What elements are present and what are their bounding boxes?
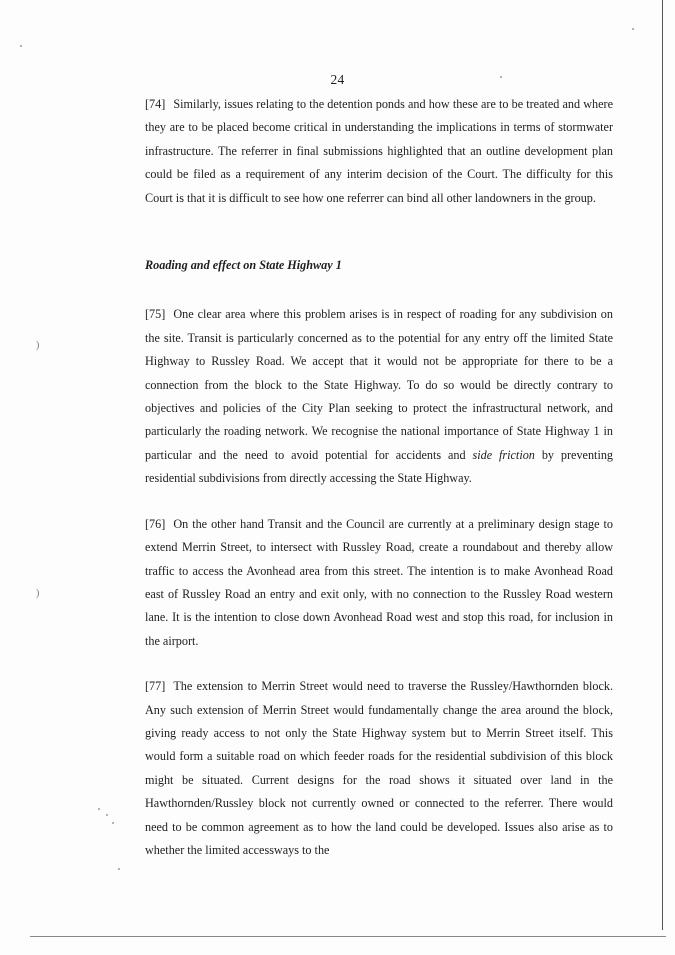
paragraph-75: [145, 303, 613, 490]
page-edge-bottom: [30, 936, 666, 937]
paragraph-76: [145, 513, 613, 653]
paragraph-number: [75]: [145, 307, 166, 322]
paragraph-number: [76]: [145, 516, 166, 531]
scan-speck: [112, 822, 114, 824]
scan-speck: [632, 28, 634, 30]
margin-mark: ): [36, 588, 40, 599]
page-edge-right: [662, 0, 663, 930]
scan-speck: [20, 45, 22, 47]
paragraph-74: [145, 93, 613, 210]
document-body: [145, 93, 613, 862]
scan-speck: [118, 868, 120, 870]
paragraph-text: The extension to Merrin Street would need to traverse the Russley/Hawthornden block. Any such extension of Merrin Street would fundamentally change the area around the block, giving ready access to not only the State Highway system but to Merrin Street itself. This would form a suitable road on which feeder roads for the residential subdivision of this block might be situated. Current designs for the road shows it situated over land in the Hawthornden/Russley block not currently owned or connected to the referrer. There would need to be common agreement as to how the land could be developed. Issues also arise as to whether the limited accessways to the: [145, 679, 613, 857]
paragraph-text: Similarly, issues relating to the detention ponds and how these are to be treated and where they are to be placed become critical in understanding the implications in terms of stormwater infrastructure. The referrer in final submissions highlighted that an outline development plan could be filed as a requirement of any interim decision of the Court. The difficulty for this Court is that it is difficult to see how one referrer can bind all other landowners in the group.: [145, 97, 613, 205]
paragraph-text: by preventing residential subdivisions from directly accessing the State Highway.: [145, 447, 614, 486]
paragraph-text: One clear area where this problem arises is in respect of roading for any subdivision on the site. Transit is particularly concerned as to the potential for any entry off the limited State Highway to Russley Road. We accept that it would not be appropriate for there to be a connection from the block to the State Highway. To do so would be directly contrary to objectives and policies of the City Plan seeking to protect the infrastructural network, and particularly the roading network. We recognise the national importance of State Highway 1 in particular and the need to avoid potential for accidents and: [145, 307, 613, 462]
emphasis-text: side friction: [472, 447, 535, 462]
scan-speck: [98, 808, 100, 810]
paragraph-text: On the other hand Transit and the Council are currently at a preliminary design stage to extend Merrin Street, to intersect with Russley Road, create a roundabout and thereby allow traffic to access the Avonhead area from this street. The intention is to make Avonhead Road east of Russley Road an entry and exit only, with no connection to the Russley Road western lane. It is the intention to close down Avonhead Road west and stop this road, for inclusion in the airport.: [145, 516, 613, 648]
paragraph-number: [74]: [145, 97, 166, 111]
margin-mark: ): [36, 340, 40, 351]
paragraph-number: [77]: [145, 679, 166, 694]
paragraph-77: [145, 675, 613, 862]
page-number: 24: [330, 72, 345, 87]
scan-speck: [106, 814, 108, 816]
section-heading: Roading and effect on State Highway 1: [145, 258, 342, 273]
